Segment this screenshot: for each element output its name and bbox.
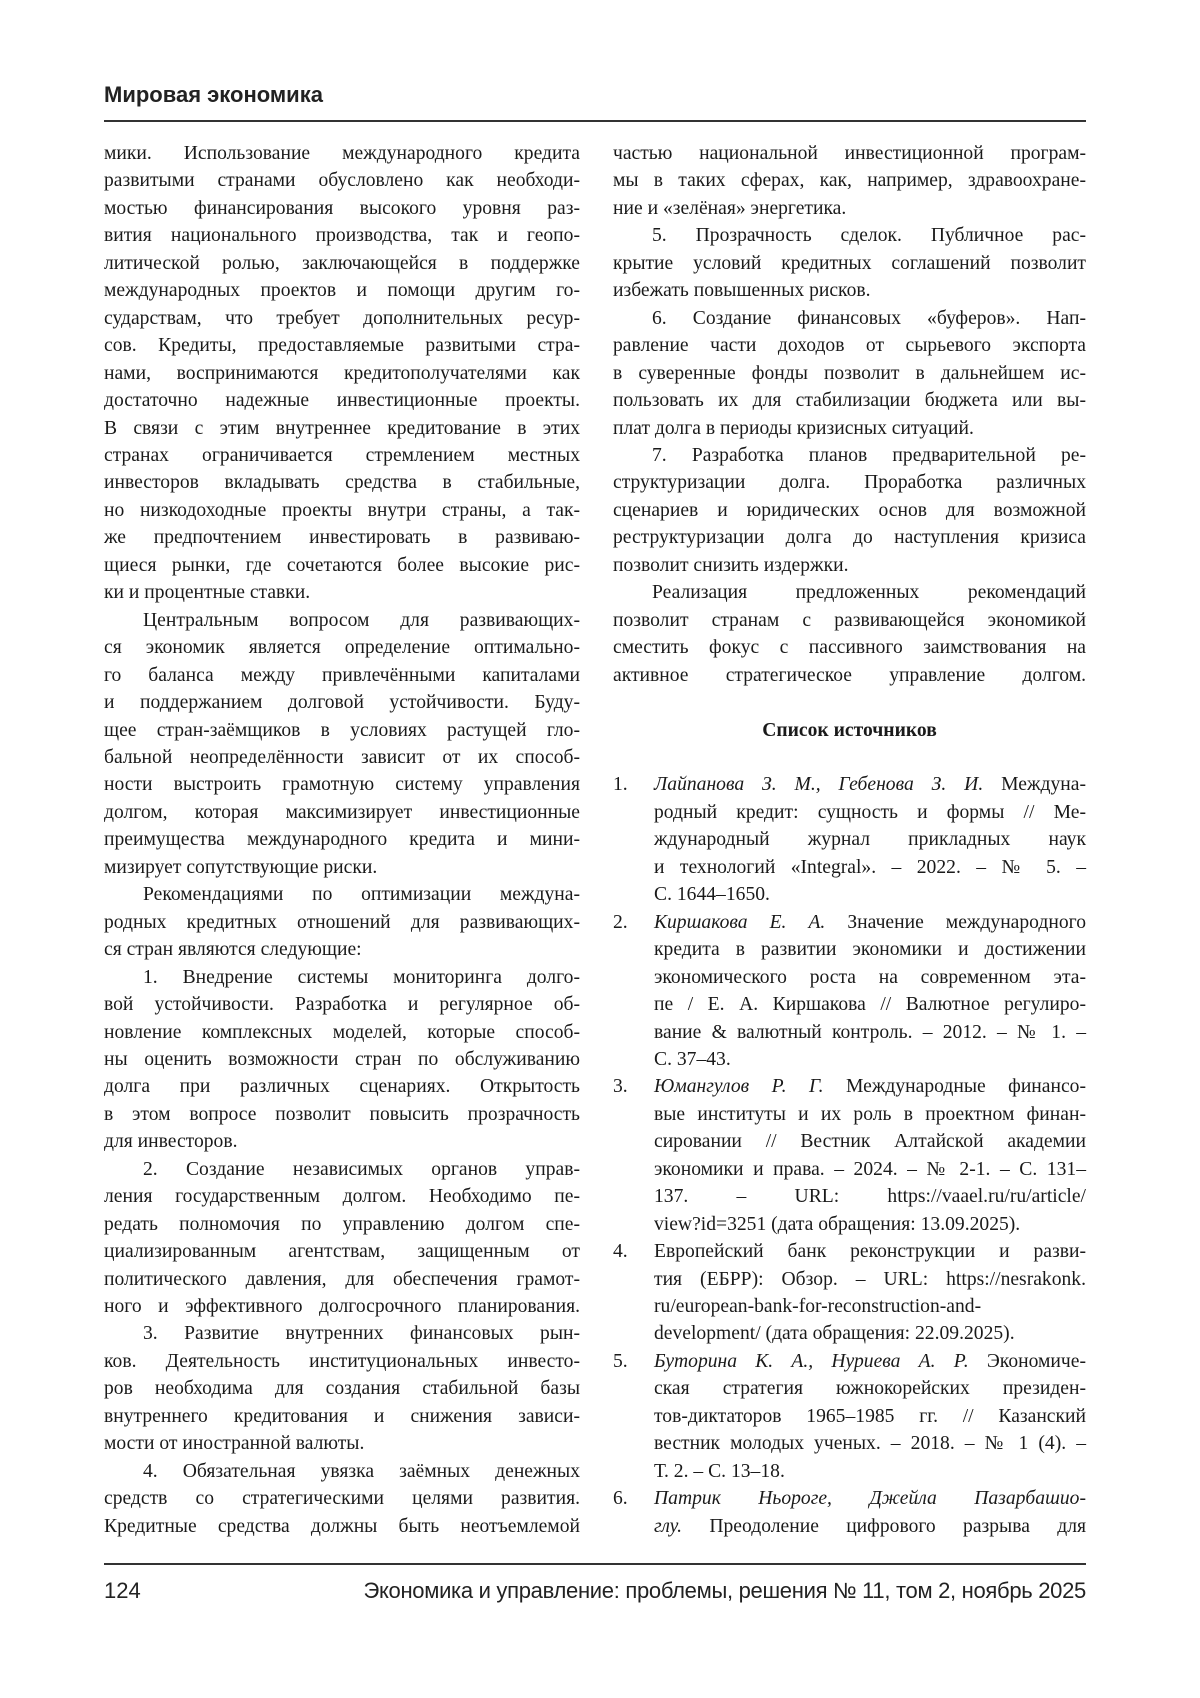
text-line [613,415,1086,442]
text: го баланса между привлечёнными капиталами [104,665,580,686]
text: экономического роста на современном эта- [654,967,1086,988]
text: бальной неопределённости зависит от их способ- [104,747,580,768]
text: С. 1644–1650. [654,884,770,905]
text-line [613,607,1086,634]
text: вание & валютный контроль. – 2012. – № 1. – [654,1022,1086,1043]
text: ская стратегия южнокорейских президен- [654,1378,1086,1399]
text-line [104,1266,580,1293]
reference-line [654,1156,1086,1183]
reference-line [654,1183,1086,1210]
reference-number: 4. [613,1238,628,1265]
text: политического давления, для обеспечения грамот- [104,1269,580,1290]
text-line [104,1211,580,1238]
text-line [104,881,580,908]
text: новление комплексных моделей, которые способ- [104,1022,580,1043]
text-line [104,1128,580,1155]
text: Преодоление цифрового разрыва для [682,1516,1086,1537]
text: ся экономик является определение оптимально- [104,637,580,658]
text: пе / Е. А. Киршакова // Валютное регулиро- [654,994,1086,1015]
text-line [104,1375,580,1402]
text-line [104,1293,580,1320]
text: мостью финансирования высокого уровня раз- [104,198,580,219]
text-line [104,415,580,442]
text-line [613,634,1086,661]
text: Значение международного [825,912,1086,933]
text-line [104,799,580,826]
reference-line [654,1485,1086,1512]
text: крытие условий кредитных соглашений позволит [613,253,1086,274]
text-line [104,222,580,249]
text: в этом вопросе позволит повысить прозрачность [104,1104,580,1125]
text-line [104,771,580,798]
text: достаточно надежные инвестиционные проекты. [104,390,580,411]
reference-line [654,799,1086,826]
reference-line [654,991,1086,1018]
text: странах ограничивается стремлением местных [104,445,580,466]
text-line [104,1156,580,1183]
text: развитыми странами обусловлено как необходи- [104,170,580,191]
text-line [613,360,1086,387]
reference-line [654,1403,1086,1430]
text: равление части доходов от сырьевого экспорта [613,335,1086,356]
text-line [104,1183,580,1210]
text-line [104,1348,580,1375]
text: вития национального производства, так и геопо- [104,225,580,246]
reference-line [654,1293,1086,1320]
text: ков. Деятельность институциональных инвесто- [104,1351,580,1372]
text: ru/european-bank-for-reconstruction-and- [654,1296,981,1317]
text: 6. Создание финансовых «буферов». Нап- [652,308,1086,329]
text-line [104,387,580,414]
reference-line [654,1348,1086,1375]
text-line [104,634,580,661]
text: структуризации долга. Проработка различных [613,472,1086,493]
text-line [613,524,1086,551]
reference-number: 3. [613,1073,628,1100]
text-line [613,305,1086,332]
text-line [613,140,1086,167]
text: Т. 2. – С. 13–18. [654,1461,785,1482]
text-line [104,1046,580,1073]
reference-line [654,1320,1086,1347]
reference-authors: Лайпанова З. М., Гебенова З. И. [654,774,983,795]
text-line [613,250,1086,277]
reference-number: 6. [613,1485,628,1512]
text-line [104,991,580,1018]
text: щиеся рынки, где сочетаются более высокие рис- [104,555,580,576]
reference-item [613,909,1086,1074]
reference-number: 2. [613,909,628,936]
text: экономики и права. – 2024. – № 2-1. – С. 131– [654,1159,1086,1180]
text: инвесторов вкладывать средства в стабильные, [104,472,580,493]
text-line [613,277,1086,304]
reference-line [654,1238,1086,1265]
text-line [613,579,1086,606]
text-line [613,662,1086,689]
text: же предпочтением инвестировать в развиваю- [104,527,580,548]
reference-line [654,909,1086,936]
right-column [613,140,1086,1540]
reference-item [613,1238,1086,1348]
text-line [104,552,580,579]
text: Рекомендациями по оптимизации междуна- [143,884,580,905]
text: development/ (дата обращения: 22.09.2025). [654,1323,1015,1344]
text: С. 37–43. [654,1049,731,1070]
text: тов-диктаторов 1965–1985 гг. // Казанский [654,1406,1086,1427]
reference-line [654,964,1086,991]
reference-line [654,1073,1086,1100]
reference-item [613,1348,1086,1485]
text: ности выстроить грамотную систему управления [104,774,580,795]
text-line [104,717,580,744]
text: Экономиче- [969,1351,1086,1372]
text-line [104,497,580,524]
text: Междуна- [983,774,1086,795]
reference-authors: глу. [654,1516,682,1537]
text: долгом, которая максимизирует инвестиционные [104,802,580,823]
text-line [104,607,580,634]
text: сударствам, что требует дополнительных ресур- [104,308,580,329]
text: сценариев и юридических основ для возможной [613,500,1086,521]
section-title: Мировая экономика [104,82,323,108]
text-line [613,167,1086,194]
text-line [613,332,1086,359]
references-list [613,771,1086,1540]
reference-authors: Патрик Ньороге, Джейла Пазарбашио- [654,1488,1086,1509]
text: ждународный журнал прикладных наук [654,829,1086,850]
text: 7. Разработка планов предварительной ре- [652,445,1086,466]
text: и поддержанием долговой устойчивости. Буду- [104,692,580,713]
reference-line [654,1458,1086,1485]
text-line [613,469,1086,496]
text-line [104,250,580,277]
text: вестник молодых ученых. – 2018. – № 1 (4). – [654,1433,1086,1454]
text-line [104,1403,580,1430]
reference-line [654,771,1086,798]
reference-line [654,881,1086,908]
text: Европейский банк реконструкции и разви- [654,1241,1086,1262]
spacer [613,689,1086,716]
text: редать полномочия по управлению долгом спе- [104,1214,580,1235]
reference-line [654,1019,1086,1046]
text: ления государственным долгом. Необходимо пе- [104,1186,580,1207]
header-divider [104,120,1086,122]
text: 1. Внедрение системы мониторинга долго- [143,967,580,988]
text: мизирует сопутствующие риски. [104,857,377,878]
text-line [104,826,580,853]
text-line [104,964,580,991]
page-number: 124 [104,1578,141,1604]
text-line [104,1019,580,1046]
footer-divider [104,1563,1086,1565]
text: родный кредит: сущность и формы // Ме- [654,802,1086,823]
reference-item [613,1485,1086,1540]
text: Реализация предложенных рекомендаций [652,582,1086,603]
text: вой устойчивости. Разработка и регулярное об- [104,994,580,1015]
reference-line [654,1513,1086,1540]
text: 3. Развитие внутренних финансовых рын- [143,1323,580,1344]
text: вые институты и их роль в проектном финан- [654,1104,1086,1125]
reference-line [654,1211,1086,1238]
text-line [104,360,580,387]
reference-line [654,1375,1086,1402]
text-line [104,195,580,222]
right-column-text [613,140,1086,689]
text: нами, воспринимаются кредитополучателями как [104,363,580,384]
reference-authors: Буторина К. А., Нуриева А. Р. [654,1351,969,1372]
text: но низкодоходные проекты внутри страны, а так- [104,500,580,521]
text-line [104,277,580,304]
text-line [104,167,580,194]
references-heading: Список источников [613,717,1086,744]
text-line [613,387,1086,414]
text-line [104,332,580,359]
text-line [104,854,580,881]
text: международных проектов и помощи другим го- [104,280,580,301]
text-line [104,1073,580,1100]
text: Международные финансо- [824,1076,1086,1097]
text-line [104,909,580,936]
text-line [613,552,1086,579]
text: 4. Обязательная увязка заёмных денежных [143,1461,580,1482]
text-line [613,497,1086,524]
text-line [104,689,580,716]
text-line [104,442,580,469]
text: циализированным агентствам, защищенным от [104,1241,580,1262]
journal-info: Экономика и управление: проблемы, решения № 11, том 2, ноябрь 2025 [363,1578,1086,1604]
text: частью национальной инвестиционной програм- [613,143,1086,164]
text: тия (ЕБРР): Обзор. – URL: https://nesrakonk. [654,1269,1086,1290]
text: плат долга в периоды кризисных ситуаций. [613,418,974,439]
text: и технологий «Integral». – 2022. – № 5. – [654,857,1086,878]
reference-item [613,1073,1086,1238]
text: сов. Кредиты, предоставляемые развитыми стра- [104,335,580,356]
text: пользовать их для стабилизации бюджета или вы- [613,390,1086,411]
text-line [104,1430,580,1457]
text: позволит снизить издержки. [613,555,848,576]
text: ся стран являются следующие: [104,939,362,960]
text: средств со стратегическими целями развития. [104,1488,580,1509]
text: сместить фокус с пассивного заимствования на [613,637,1086,658]
text-line [613,442,1086,469]
text: родных кредитных отношений для развивающих- [104,912,580,933]
text-line [104,662,580,689]
text: Кредитные средства должны быть неотъемлемой [104,1516,580,1537]
text: реструктуризации долга до наступления кризиса [613,527,1086,548]
text: view?id=3251 (дата обращения: 13.09.2025). [654,1214,1020,1235]
text: кредита в развитии экономики и достижении [654,939,1086,960]
text-line [104,305,580,332]
text: ние и «зелёная» энергетика. [613,198,846,219]
text: ного и эффективного долгосрочного планирования. [104,1296,580,1317]
text: ки и процентные ставки. [104,582,310,603]
reference-number: 1. [613,771,628,798]
text: мости от иностранной валюты. [104,1433,364,1454]
text-line [104,744,580,771]
text: мики. Использование международного кредита [104,143,580,164]
text: ны оценить возможности стран по обслуживанию [104,1049,580,1070]
text-line [613,195,1086,222]
spacer [613,744,1086,771]
text: сировании // Вестник Алтайской академии [654,1131,1086,1152]
text-line [104,140,580,167]
reference-line [654,854,1086,881]
text: ров необходима для создания стабильной базы [104,1378,580,1399]
text-line [104,524,580,551]
text-line [104,1238,580,1265]
reference-authors: Юмангулов Р. Г. [654,1076,824,1097]
text: Центральным вопросом для развивающих- [143,610,580,631]
reference-authors: Киршакова Е. А. [654,912,825,933]
text-line [104,579,580,606]
text: для инвесторов. [104,1131,238,1152]
text: мы в таких сферах, как, например, здравоохране- [613,170,1086,191]
text-line [104,1485,580,1512]
text-line [613,222,1086,249]
reference-number: 5. [613,1348,628,1375]
reference-line [654,1430,1086,1457]
text-line [104,936,580,963]
reference-line [654,1266,1086,1293]
reference-line [654,936,1086,963]
left-column [104,140,580,1540]
text: В связи с этим внутреннее кредитование в этих [104,418,580,439]
text: щее стран-заёмщиков в условиях растущей гло- [104,720,580,741]
text: 137. – URL: https://vaael.ru/ru/article/ [654,1186,1086,1207]
text: долга при различных сценариях. Открытость [104,1076,580,1097]
text-line [104,1101,580,1128]
text: 2. Создание независимых органов управ- [143,1159,580,1180]
reference-line [654,826,1086,853]
text: внутреннего кредитования и снижения зависи- [104,1406,580,1427]
text: избежать повышенных рисков. [613,280,871,301]
text-line [104,1320,580,1347]
text: преимущества международного кредита и мини- [104,829,580,850]
text: литической ролью, заключающейся в поддержке [104,253,580,274]
text: в суверенные фонды позволит в дальнейшем ис- [613,363,1086,384]
text-line [104,1458,580,1485]
reference-line [654,1101,1086,1128]
text: 5. Прозрачность сделок. Публичное рас- [652,225,1086,246]
text: позволит странам с развивающейся экономикой [613,610,1086,631]
text-line [104,469,580,496]
text: активное стратегическое управление долгом. [613,665,1086,686]
reference-item [613,771,1086,908]
reference-line [654,1046,1086,1073]
reference-line [654,1128,1086,1155]
text-line [104,1513,580,1540]
